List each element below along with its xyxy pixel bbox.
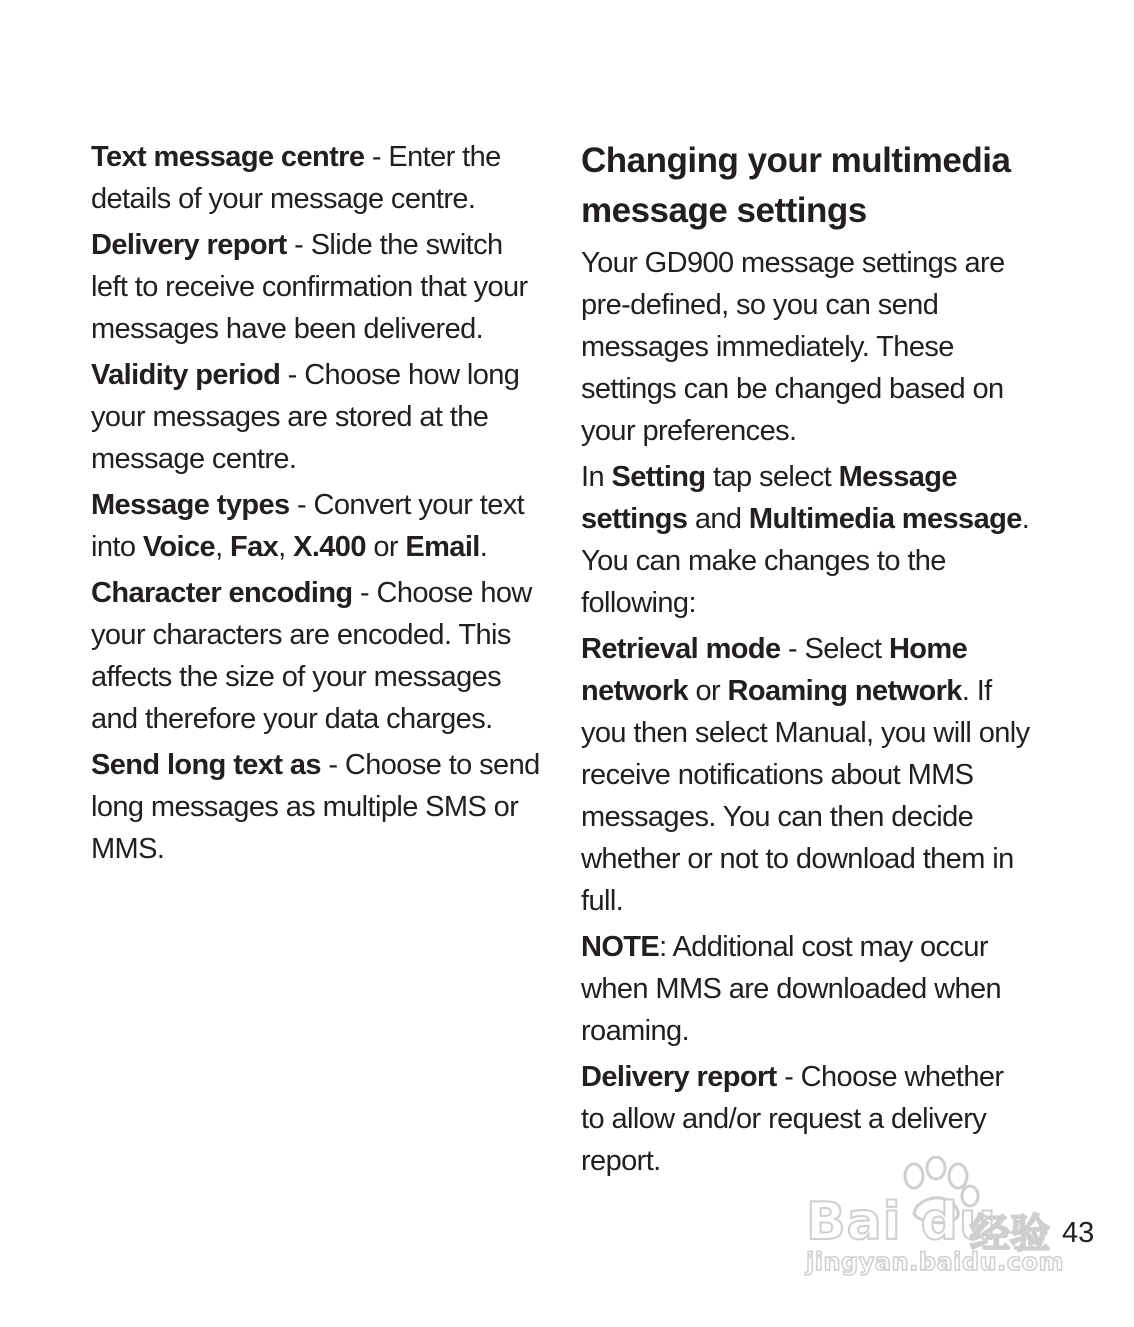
navigation-instructions: In Setting tap select Message settings and Multimedia message. You can make changes to the following: [581, 461, 1030, 619]
baidu-watermark [802, 1156, 1064, 1282]
page-number: 43 [1062, 1217, 1095, 1249]
setting-character-encoding: Character encoding - Choose how your characters are encoded. This affects the size of your messages and therefore your data charges. [91, 577, 532, 735]
setting-mms-delivery-report: Delivery report - Choose whether to allow and/or request a delivery report. [581, 1061, 1004, 1177]
option-x400: X.400 [293, 531, 366, 563]
watermark-url: jingyan.baidu.com [806, 1248, 1064, 1276]
watermark-brand: Bai du [806, 1192, 997, 1252]
option-voice: Voice [142, 531, 216, 563]
option-email: Email [405, 531, 480, 563]
option-fax: Fax [229, 531, 279, 563]
watermark-cn: 经验 [970, 1211, 1050, 1257]
setting-retrieval-mode: Retrieval mode - Select Home network or Roaming network. If you then select Manual, you will only receive notifications about MMS messages. You can then decide whether or not to download them in full. [581, 633, 1030, 917]
left-column [91, 136, 546, 874]
note-paragraph: NOTE: Additional cost may occur when MMS are downloaded when roaming. [581, 931, 1002, 1047]
setting-validity-period: Validity period - Choose how long your messages are stored at the message centre. [91, 359, 520, 475]
setting-text-message-centre: Text message centre - Enter the details of your message centre. [91, 141, 501, 215]
section-heading: Changing your multimedia message settings [581, 141, 1011, 230]
right-column [581, 136, 1033, 1186]
setting-send-long-text-as: Send long text as - Choose to send long messages as multiple SMS or MMS. [91, 749, 540, 865]
intro-paragraph: Your GD900 message settings are pre-defined, so you can send messages immediately. These settings can be changed based on your preferences. [581, 247, 1005, 447]
setting-delivery-report: Delivery report - Slide the switch left to receive confirmation that your messages have been delivered. [91, 229, 528, 345]
setting-message-types: Message types - Convert your text into Voice, Fax, X.400 or Email. [91, 489, 525, 563]
